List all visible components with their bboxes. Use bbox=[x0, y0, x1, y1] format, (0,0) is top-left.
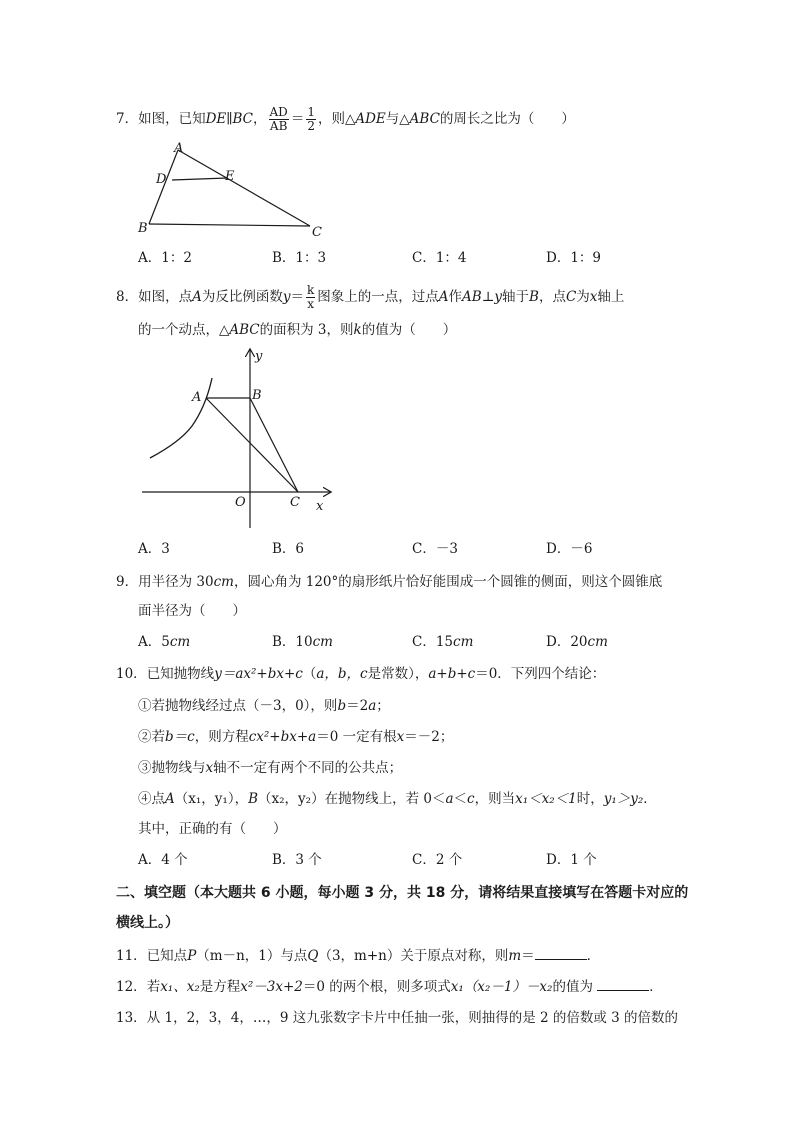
q7-ratio-fraction: $\frac{AD}{AB}$ bbox=[269, 105, 288, 133]
q9-stem-line2: 面半径为（ ） bbox=[138, 603, 246, 619]
q10-conclusion-4: ④点A（x₁，y₁），B（x₂，y₂）在抛物线上，若 0＜a＜c，则当x₁＜x₂＜1时，y₁＞y₂． bbox=[138, 791, 657, 807]
q10-option-b: B．3 个 bbox=[272, 852, 322, 868]
q8-function-fraction: $\frac{k}{x}$ bbox=[306, 283, 315, 311]
q7-side-bc bbox=[149, 224, 310, 226]
q7-option-a: A．1：2 bbox=[138, 250, 192, 266]
q10-stem: 10．已知抛物线y＝ax²+bx+c（a，b，c是常数），a+b+c＝0．下列四个结论： bbox=[116, 666, 606, 682]
q7-segment-de bbox=[172, 178, 227, 180]
q10-option-a: A．4 个 bbox=[138, 852, 188, 868]
q7-option-d: D．1：9 bbox=[546, 250, 602, 266]
q8-hyperbola-curve bbox=[150, 378, 212, 458]
q8-label-b: B bbox=[252, 388, 262, 403]
q8-stem-line2: 的一个动点，△ABC的面积为 3，则k的值为（ ） bbox=[138, 322, 457, 338]
q10-conclusion-3: ③抛物线与x轴不一定有两个不同的公共点； bbox=[138, 760, 403, 776]
q12-answer-blank[interactable] bbox=[597, 976, 649, 991]
q10-option-d: D．1 个 bbox=[546, 852, 597, 868]
q7-label-c: C bbox=[312, 225, 322, 240]
q9-option-b: B．10cm bbox=[272, 634, 333, 650]
q7-side-ac bbox=[178, 150, 310, 226]
q7-side-ab bbox=[149, 150, 178, 224]
q8-number: 8． bbox=[116, 289, 139, 305]
q7-label-b: B bbox=[138, 221, 148, 236]
q8-label-y: y bbox=[255, 349, 263, 364]
section2-heading-line1: 二、填空题（本大题共 6 小题，每小题 3 分，共 18 分，请将结果直接填写在答题卡对应的 bbox=[116, 885, 689, 901]
q10-option-c: C．2 个 bbox=[412, 852, 463, 868]
q10-ask: 其中，正确的有（ ） bbox=[138, 821, 287, 837]
q7-value-fraction: $\frac{1}{2}$ bbox=[307, 105, 315, 133]
q12-stem: 12．若x₁、x₂是方程x²－3x+2＝0 的两个根，则多项式x₁（x₂－1）－x₂的值为 ． bbox=[116, 976, 663, 997]
q8-option-d: D．－6 bbox=[546, 541, 593, 557]
q8-option-c: C．－3 bbox=[412, 541, 458, 557]
q11-answer-blank[interactable] bbox=[535, 945, 587, 960]
q9-option-a: A．5cm bbox=[138, 634, 191, 650]
q8-stem-line1: 8．如图，点A为反比例函数y＝ $\frac{k}{x}$ 图象上的一点，过点A作AB⊥y轴于B，点C为x轴上 bbox=[116, 283, 625, 311]
q7-stem: 7．如图，已知DE∥BC， $\frac{AD}{AB}$ ＝ $\frac{1}{2}$ ，则△ADE与△ABC的周长之比为（ ） bbox=[116, 105, 575, 133]
q9-number: 9． bbox=[116, 574, 139, 590]
q9-stem-line1: 9．用半径为 30cm，圆心角为 120°的扇形纸片恰好能围成一个圆锥的侧面，则这个圆锥底 bbox=[116, 574, 663, 590]
q7-label-d: D bbox=[156, 172, 167, 187]
q7-option-c: C．1：4 bbox=[412, 250, 467, 266]
q8-label-o: O bbox=[235, 495, 246, 510]
q8-coordinate-figure bbox=[140, 344, 340, 534]
q7-label-a: A bbox=[174, 141, 184, 156]
q7-label-e: E bbox=[225, 169, 235, 184]
q7-condition: DE∥BC bbox=[205, 111, 254, 127]
q8-segment-ac bbox=[206, 398, 298, 492]
q9-option-d: D．20cm bbox=[546, 634, 608, 650]
q11-number: 11． bbox=[116, 948, 147, 964]
q10-number: 10． bbox=[116, 666, 147, 682]
q11-stem: 11．已知点P（m－n，1）与点Q（3，m+n）关于原点对称，则m＝ ． bbox=[116, 945, 600, 966]
q8-option-b: B．6 bbox=[272, 541, 305, 557]
q8-segment-bc bbox=[250, 398, 298, 492]
q13-number: 13． bbox=[116, 1010, 147, 1026]
q10-conclusion-2: ②若b＝c，则方程cx²+bx+a＝0 一定有根x＝－2； bbox=[138, 729, 454, 745]
q9-option-c: C．15cm bbox=[412, 634, 474, 650]
q8-option-a: A．3 bbox=[138, 541, 170, 557]
q8-label-c: C bbox=[290, 495, 300, 510]
q12-number: 12． bbox=[116, 979, 147, 995]
section2-heading-line2: 横线上。） bbox=[116, 915, 179, 931]
q13-stem: 13．从 1，2，3，4，…，9 这九张数字卡片中任抽一张，则抽得的是 2 的倍数或 3 的倍数的 bbox=[116, 1010, 679, 1026]
q10-conclusion-1: ①若抛物线经过点（－3，0），则b＝2a； bbox=[138, 698, 390, 714]
q8-label-x: x bbox=[316, 499, 324, 514]
q7-number: 7． bbox=[116, 111, 139, 127]
q8-label-a: A bbox=[192, 390, 202, 405]
q7-triangle-figure bbox=[132, 138, 332, 242]
q7-option-b: B．1：3 bbox=[272, 250, 327, 266]
